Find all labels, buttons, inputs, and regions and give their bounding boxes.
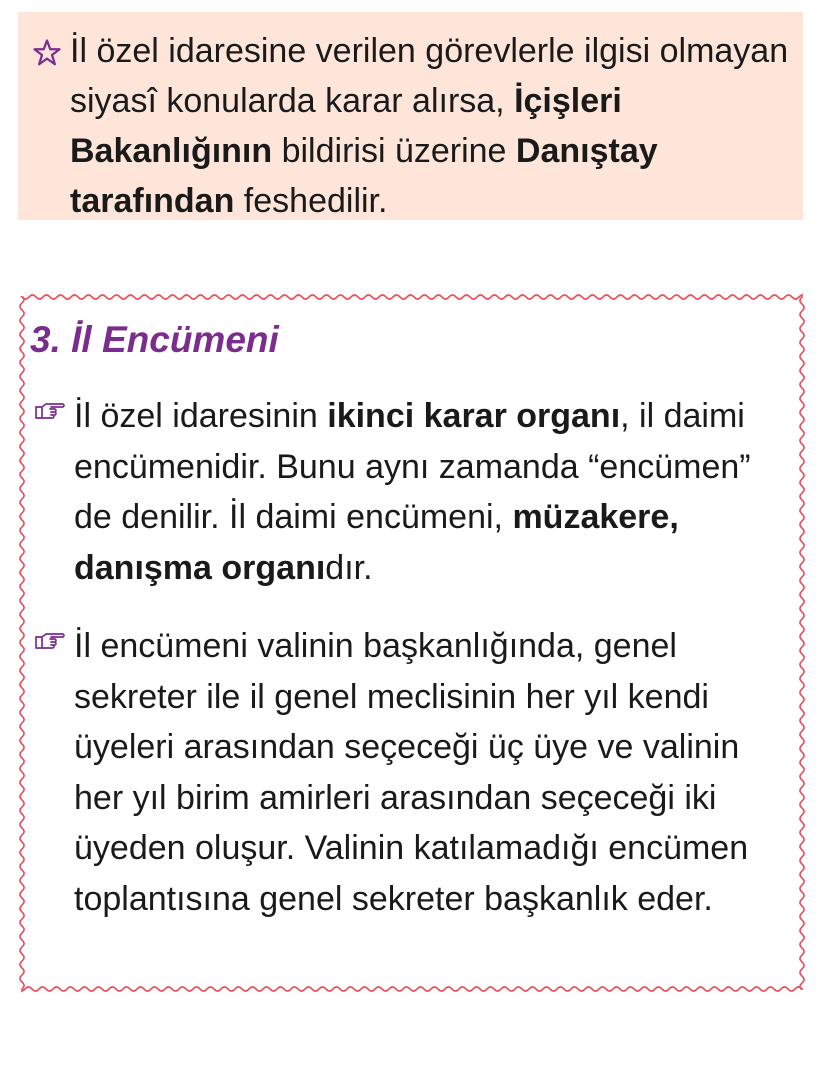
bullet-bold-term: ikinci karar organı <box>327 397 621 435</box>
encumen-section <box>18 293 806 993</box>
bullet-text <box>74 391 784 593</box>
bullet-bold-term: müzakere, danışma organı <box>74 498 679 587</box>
info-note <box>18 12 803 220</box>
bullet-text-part: dır. <box>325 548 373 587</box>
bullet-text-part: İl özel idaresinin <box>74 397 328 435</box>
note-text-part: İl özel idaresine verilen görevlerle ilgisi olmayan siyasî konularda karar alırsa, <box>70 32 789 120</box>
pointing-hand-icon <box>34 630 66 652</box>
note-text-part: feshedilir. <box>234 182 388 220</box>
star-outline-icon <box>32 38 62 68</box>
note-bold-ministry: İçişleri Bakanlığının <box>70 82 622 170</box>
note-bold-council: Danıştay tarafından <box>70 132 658 220</box>
section-heading: 3. İl Encümeni <box>30 319 279 360</box>
bullet-text-part: İl encümeni valinin başkanlığında, genel sekreter ile il genel meclisinin her yıl kendi üyeleri arasından seçeceği üç üye ve valinin her yıl birim amirleri arasından seçeceği iki üyeden oluşur. Valinin katılamadığı encümen toplantısına genel sekreter başkanlık eder. <box>74 627 749 918</box>
bullet-text-part: , il daimi encümenidir. Bunu aynı zamanda “encümen” de denilir. İl daimi encümeni, <box>74 397 751 536</box>
bullet-text <box>74 621 784 924</box>
pointing-hand-icon <box>34 400 66 422</box>
info-note-text <box>70 26 790 226</box>
note-text-part: bildirisi üzerine <box>272 132 516 170</box>
